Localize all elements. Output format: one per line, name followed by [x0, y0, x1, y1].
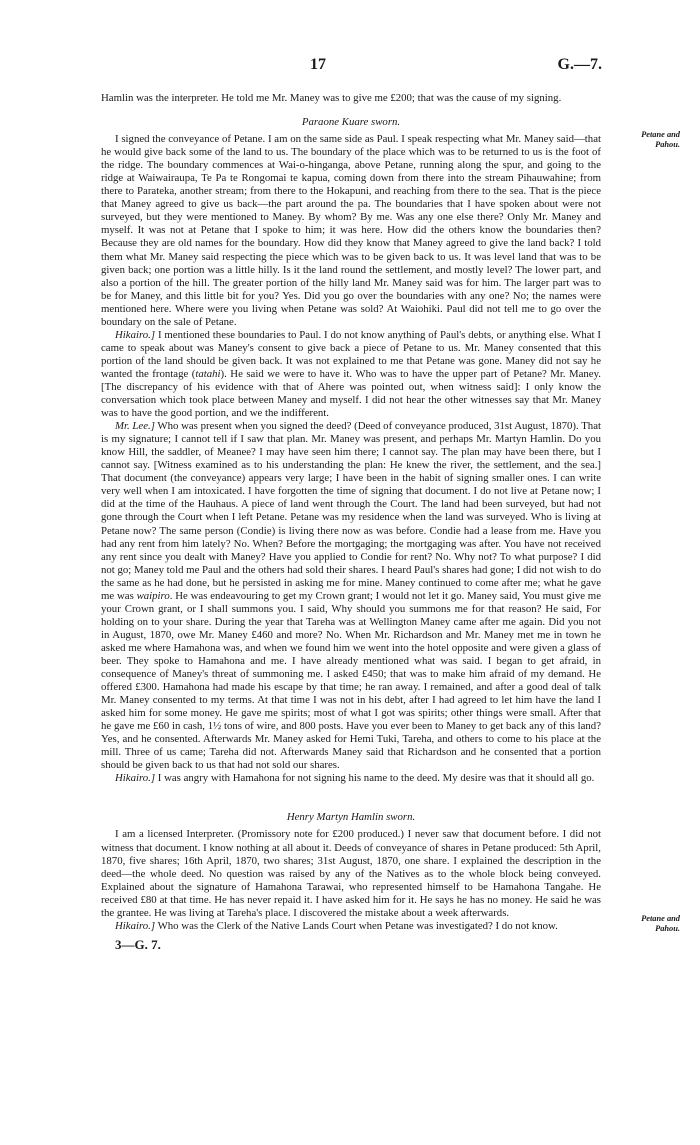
- speaker-label: Hikairo.]: [115, 772, 156, 785]
- italic-term: waipiro: [136, 589, 170, 602]
- opening-paragraph: Hamlin was the interpreter. He told me Mr. Maney was to give me £200; that was the cause of my signing.: [101, 92, 562, 104]
- paragraph-text: Who was present when you signed the deed? (Deed of conveyance produced, 31st August, 1870). That is my signature; I cannot tell if I saw that plan. Mr. Maney was present, and perhaps Mr. Martyn Hamlin. Do you know Hill, the saddler, of Meanee? I may have seen him there; I cannot say. The plan may have been there, but I cannot say. [Witness examined as to his understanding the plan: He knew the river, the settlement, and the sea.] That document (the conveyance) appears very large; I have been in the habit of signing smaller ones. I can write very well when I am intoxicated. I have forgotten the time of signing that document. I do not live at Petane now; I did at the time of the Hauhaus. A piece of land went through the Court. The land had been surveyed, but had not gone through the Court when I left Petane. Petane was my residence when the land was surveyed. Who is living at Petane now? The same person (Condie) is living there now as was before. Condie had a lease from me. Have you had any rent from him lately? No. When? Before the mortgaging; the mortgaging was after. You have not received any rent since you dealt with Maney? Have you applied to Condie for rent? No. Why not? To what purpose? I did not go; Maney told me Paul and the others had sold their shares. I heard Paul's shares had gone; I did not wish to do the same as he had done, but he persisted in asking me for mine. Maney continued to come after me; what he gave me was: [101, 420, 602, 602]
- document-reference: G.—7.: [557, 56, 602, 73]
- paragraph: [101, 920, 601, 933]
- speaker-label: Hikairo.]: [115, 919, 156, 932]
- speaker-label: Mr. Lee.]: [115, 420, 155, 433]
- paragraph-text: I mentioned these boundaries to Paul. I do not know anything of Paul's debts, or anything else. What I came to speak about was Maney's consent to give back a piece of Petane to us. Mr. Maney consented that this portion of the land should be given back. It was not explained to me that Petane was gone. Maney did not say he wanted the frontage (: [101, 328, 601, 380]
- witness-heading-1: Paraone Kuare sworn.: [301, 116, 401, 129]
- margin-note-1: Petane and Pahou.: [641, 130, 680, 149]
- main-text: [101, 92, 601, 951]
- paragraph: [101, 420, 601, 772]
- footer-reference: 3—G. 7.: [115, 936, 161, 952]
- page-header: [0, 56, 700, 76]
- witness-heading-2: Henry Martyn Hamlin sworn.: [286, 811, 416, 824]
- margin-note-2: Petane and Pahou.: [641, 914, 680, 933]
- paragraph-text: . He was endeavouring to get my Crown grant; I would not let it go. Maney said, You must give me your Crown grant, or I shall summons you. I said, Why should you summons me for that reason? He said, For holding on to your share. During the year that Tareha was at Wellington Maney came after me again. Did you not in August, 1870, owe Mr. Maney £460 and more? No. When Mr. Richardson and Mr. Maney met me in town he asked me where Hamahona was, and when we found him we went into the hotel opposite and were given a glass of beer. They spoke to Hamahona and me. I have already mentioned what was said. I began to get afraid, in consequence of Maney's threat of summoning me. I asked £450; that was to make him afraid of my demand. He offered £300. Hamahona had made his escape by that time; he ran away. I remained, and after a good deal of talk Mr. Maney consented to my terms. At that time I was not in his debt, after I had agreed to let him have the land I asked him for some money. He gave me spirits; most of what I got was spirits; other things were small. After that he gave me £60 in cash, 1½ tons of wire, and 800 posts. Have you ever been to Maney to get back any of this land? Yes, and he consented. Afterwards Mr. Maney asked for Hemi Tuki, Tareha, and others to come to his place at the mill. Three of us came; Tareha did not. Afterwards Maney said that Richardson and he consented that a portion should be given back to us that had not sold our shares.: [101, 589, 601, 772]
- paragraph: I am a licensed Interpreter. (Promissory note for £200 produced.) I never saw that document before. I did not witness that document. I know nothing at all about it. Deeds of conveyance of shares in Petane produced: 5th April, 1870, five shares; 16th April, 1870, two shares; 31st August, 1870, one share. I explained the description in the deed—the whole deed. No question was raised by any of the Natives as to the whole block being conveyed. Explained about the signature of Hamahona Tarawai, who represented himself to be Hamahona Tangahe. He received £80 at that time. He has never repaid it. I have asked him for it. He says he has no money. He said he was the grantee. He was living at Tareha's place. I discovered the mistake about a week afterwards.: [101, 828, 601, 919]
- paragraph: [101, 329, 601, 420]
- paragraph-text: Who was the Clerk of the Native Lands Court when Petane was investigated? I do not know.: [155, 919, 558, 932]
- page-number: 17: [310, 56, 326, 73]
- paragraph: [101, 772, 601, 785]
- paragraph-text: I was angry with Hamahona for not signing his name to the deed. My desire was that it should all go.: [155, 772, 595, 785]
- speaker-label: Hikairo.]: [115, 328, 156, 341]
- paragraph-text: ). He said we were to have it. Who was to have the upper part of Petane? Mr. Maney. [The discrepancy of his evidence with that of Ahere was pointed out, when witness said]: I only know the conversation which took place between Maney and myself. I did not hear the other witnesses say that Mr. Maney was to have the good portion, and we the indifferent.: [101, 367, 601, 420]
- paragraph: I signed the conveyance of Petane. I am on the same side as Paul. I speak respecting what Mr. Maney said—that he would give back some of the land to us. The boundary of the place which was to be returned to us is the foot of the ridge. The boundary commences at Wai-o-hinganga, above Petane, running along the spur, and going to the ridge at Waiwairaupa, Te Pa te Rongomai te kapua, coming down from there into the stream Pihauwahine; from there to Parateka, another stream; from there to the Hokapuni, and reaching from there to the sea. That is the piece that Maney agreed to give us back—the part around the pa. The boundaries that I have spoken about were not surveyed, but they were mentioned to Maney. By whom? By me. Was any one else there? Only Mr. Maney and myself. It was not at Petane that I spoke to him; it was here. How did the others know the boundaries then? Because they are old names for the boundary. How did they know that Maney agreed to give the land back? I told them what Mr. Maney said respecting the piece which was to be given back to us. It was level land that was to be given back; one portion was a little hilly. Is it the land round the settlement, and mostly level? The lower part, and also a portion of the hill. The greater portion of the hilly land Mr. Maney said was for him. The larger part was to be for Maney, and this little bit for you? Yes. Did you go over the boundaries with any one? No; the names were mentioned here. Where were you living when Petane was sold? At Waiohiki. Paul did not tell me to go over the boundary on the sale of Petane.: [101, 133, 601, 328]
- italic-term: tatahi: [195, 367, 221, 380]
